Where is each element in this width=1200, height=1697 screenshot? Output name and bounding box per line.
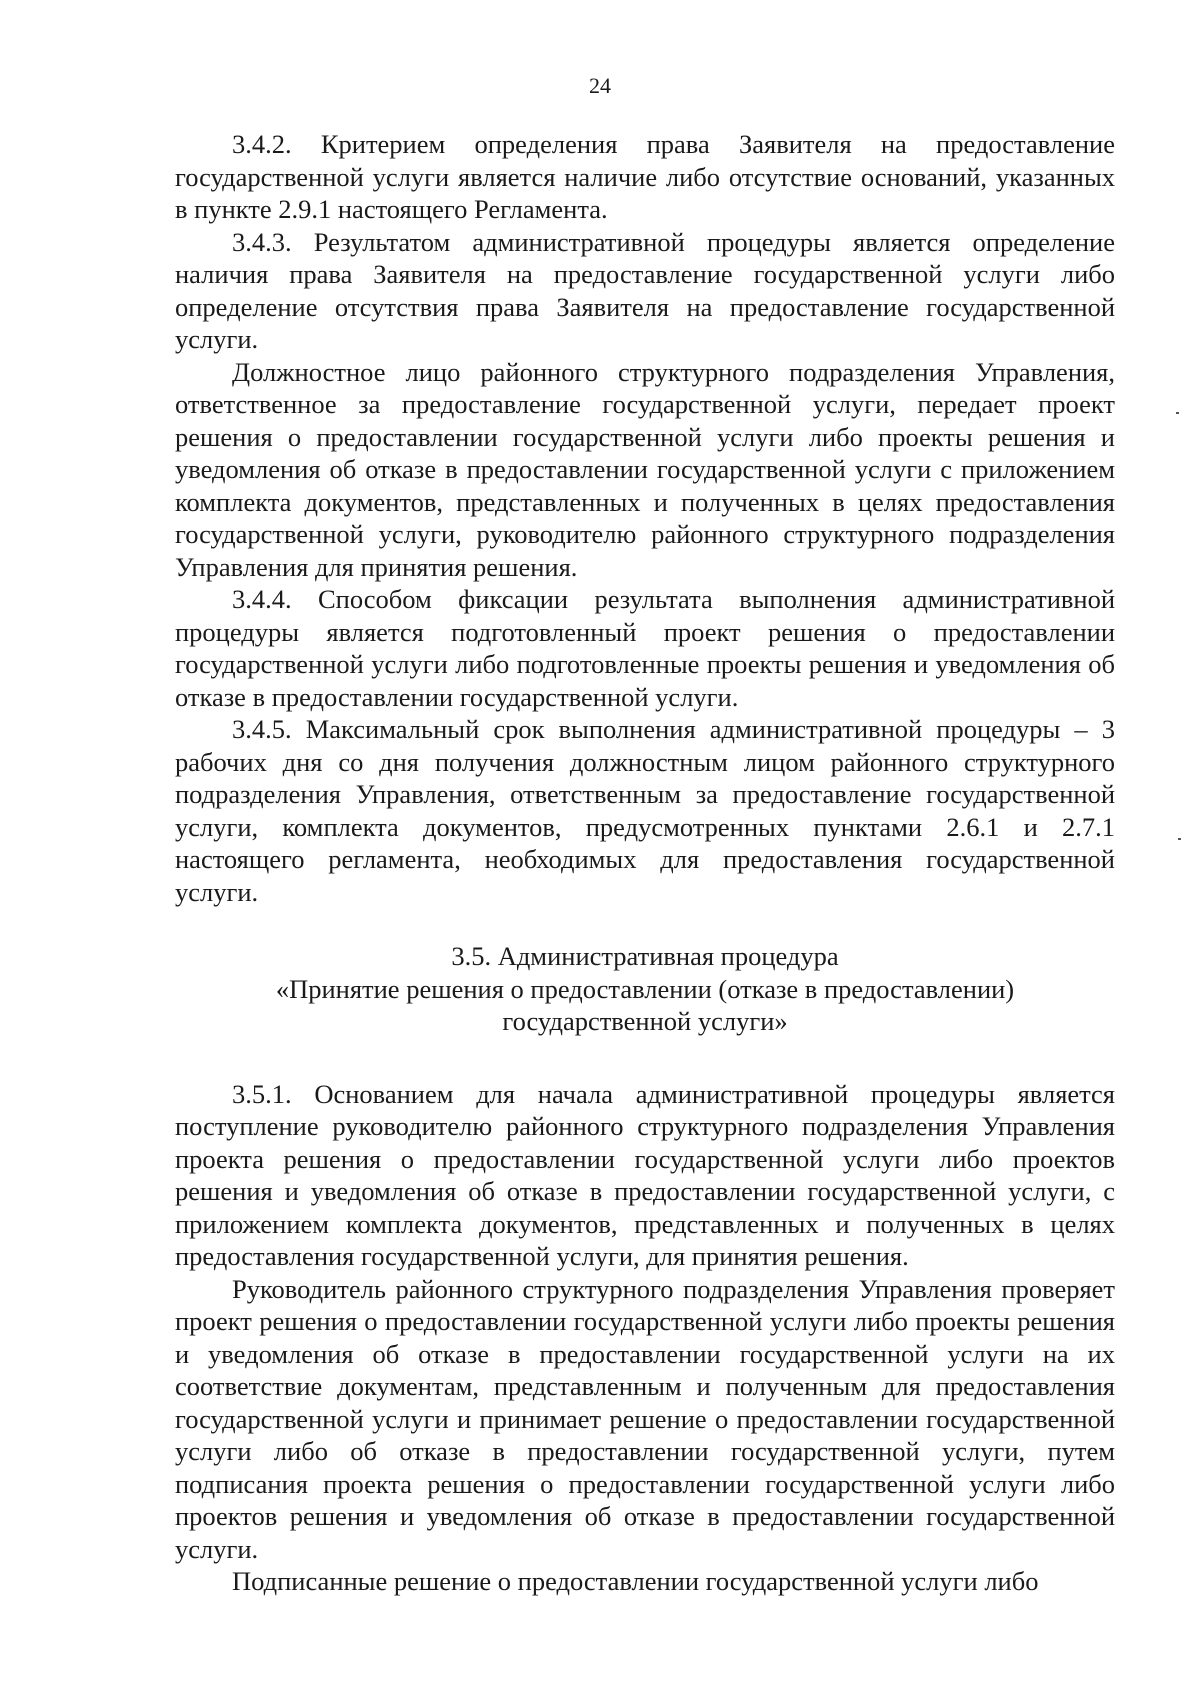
page-number: 24 — [589, 73, 611, 98]
document-body — [175, 128, 1115, 1598]
paragraph-official-transfer: Должностное лицо районного структурного подразделения Управления, ответственное за предоставление государственной услуги, передает проект решения о предоставлении государственной услуги либо проекты решения и уведомления об отказе в предоставлении государственной услуги с приложением комплекта документов, представленных и полученных в целях предоставления государственной услуги, руководителю районного структурного подразделения Управления для принятия решения. — [175, 356, 1115, 582]
section-heading-line-1: 3.5. Административная процедура — [451, 941, 839, 971]
scan-speck — [1176, 412, 1179, 414]
paragraph-3-4-5: 3.4.5. Максимальный срок выполнения административной процедуры – 3 рабочих дня со дня получения должностным лицом районного структурного подразделения Управления, ответственным за предоставление государственной услуги, комплекта документов, предусмотренных пунктами 2.6.1 и 2.7.1 настоящего регламента, необходимых для предоставления государственной услуги. — [175, 714, 1115, 907]
section-heading-3-5 — [175, 940, 1115, 1038]
paragraph-signed-decision: Подписанные решение о предоставлении государственной услуги либо — [232, 1566, 1039, 1596]
scan-speck — [1178, 838, 1181, 840]
paragraph-3-5-1: 3.5.1. Основанием для начала административной процедуры является поступление руководителю районного структурного подразделения Управления проекта решения о предоставлении государственной услуги либо проектов решения и уведомления об отказе в предоставлении государственной услуги, с приложением комплекта документов, представленных и полученных в целях предоставления государственной услуги, для принятия решения. — [175, 1078, 1115, 1271]
paragraph-head-review: Руководитель районного структурного подразделения Управления проверяет проект решения о предоставлении государственной услуги либо проекты решения и уведомления об отказе в предоставлении государственной услуги на их соответствие документам, представленным и полученным для предоставления государственной услуги и принимает решение о предоставлении государственной услуги либо об отказе в предоставлении государственной услуги, путем подписания проекта решения о предоставлении государственной услуги либо проектов решения и уведомления об отказе в предоставлении государственной услуги. — [175, 1273, 1115, 1564]
paragraph-3-4-2: 3.4.2. Критерием определения права Заявителя на предоставление государственной услуги является наличие либо отсутствие оснований, указанных в пункте 2.9.1 настоящего Регламента. — [175, 129, 1115, 224]
paragraph-3-4-4: 3.4.4. Способом фиксации результата выполнения административной процедуры является подготовленный проект решения о предоставлении государственной услуги либо подготовленные проекты решения и уведомления об отказе в предоставлении государственной услуги. — [175, 584, 1115, 712]
paragraph-3-4-3: 3.4.3. Результатом административной процедуры является определение наличия права Заявителя на предоставление государственной услуги либо определение отсутствия права Заявителя на предоставление государственной услуги. — [175, 226, 1115, 354]
section-heading-line-3: государственной услуги» — [502, 1006, 788, 1036]
section-heading-line-2: «Принятие решения о предоставлении (отказе в предоставлении) — [275, 973, 1015, 1004]
